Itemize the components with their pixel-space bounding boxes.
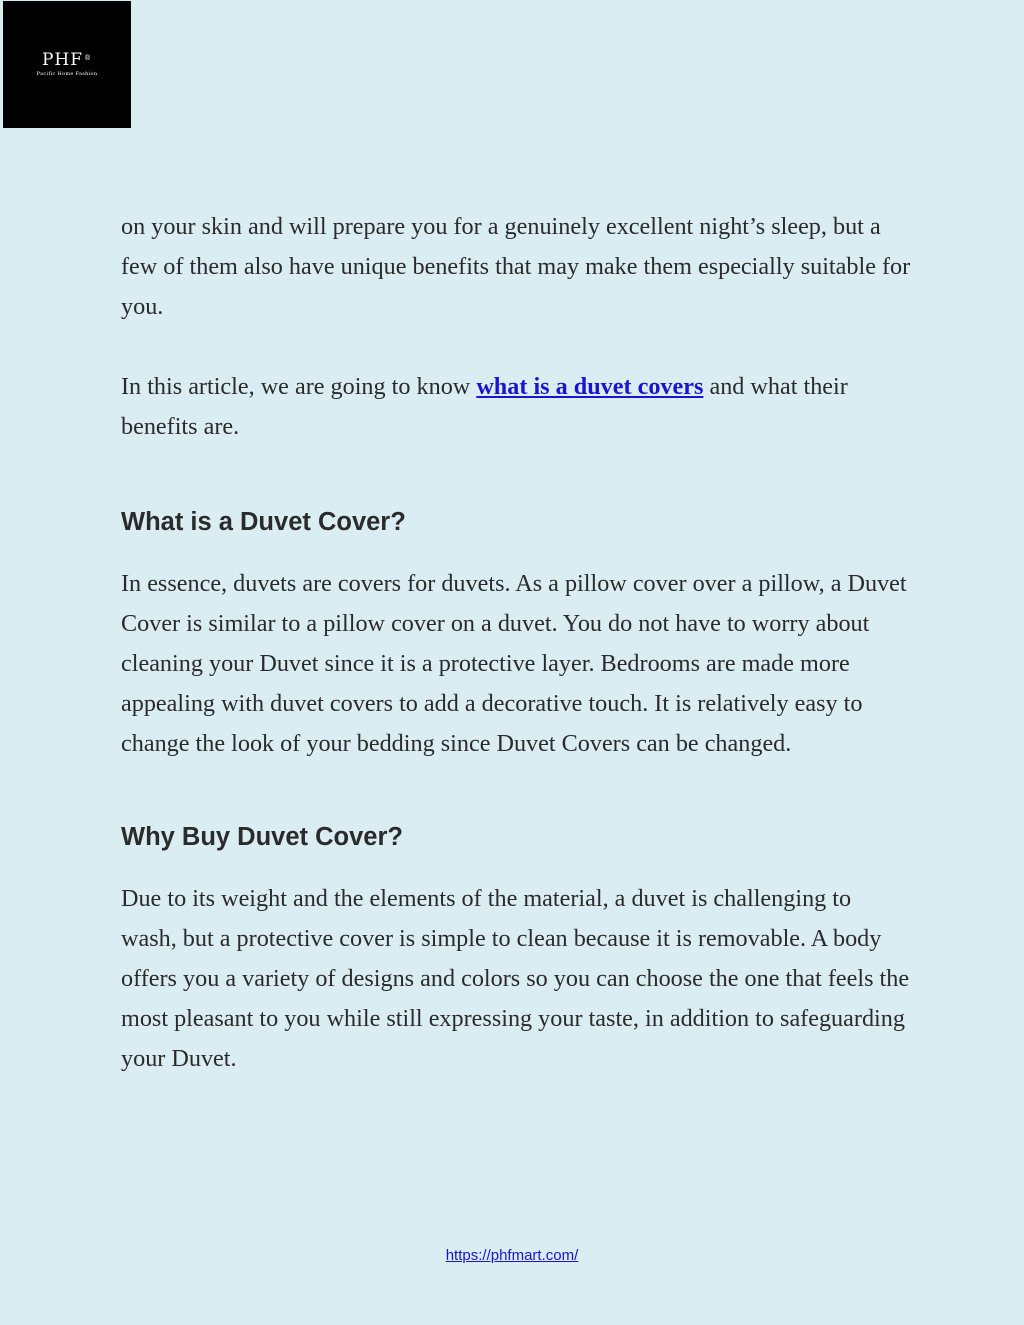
logo-tagline: Pacific Home Fashion: [36, 71, 98, 77]
article-intro-paragraph: [121, 367, 911, 447]
section-body-what-is: In essence, duvets are covers for duvets. As a pillow cover over a pillow, a Duvet Cover is similar to a pillow cover on a duvet. You do not have to worry about cleaning your Duvet since it is a protective layer. Bedrooms are made more appealing with duvet covers to add a decorative touch. It is relatively easy to change the look of your bedding since Duvet Covers can be changed.: [121, 570, 907, 757]
duvet-covers-link[interactable]: what is a duvet covers: [476, 373, 704, 400]
footer-website-link[interactable]: https://phfmart.com/: [445, 1247, 579, 1264]
intro-paragraph: on your skin and will prepare you for a genuinely excellent night’s sleep, but a few of them also have unique benefits that may make them especially suitable for you.: [121, 213, 911, 320]
article-content: [121, 207, 911, 1079]
section-body-why-buy: Due to its weight and the elements of the material, a duvet is challenging to wash, but a protective cover is simple to clean because it is removable. A body offers you a variety of designs and colors so you can choose the one that feels the most pleasant to you while still expressing your taste, in addition to safeguarding your Duvet.: [121, 885, 910, 1072]
section-heading-what-is: What is a Duvet Cover?: [121, 508, 406, 536]
intro-text-after: and what their benefits are.: [121, 373, 848, 440]
footer: [0, 1247, 1024, 1264]
logo-mark: [3, 51, 131, 69]
logo-mark-text: PHF: [41, 50, 84, 70]
intro-text-before: In this article, we are going to know: [121, 373, 477, 400]
registered-mark: ®: [84, 54, 93, 62]
section-heading-why-buy: Why Buy Duvet Cover?: [121, 823, 403, 851]
brand-logo: [3, 1, 131, 128]
